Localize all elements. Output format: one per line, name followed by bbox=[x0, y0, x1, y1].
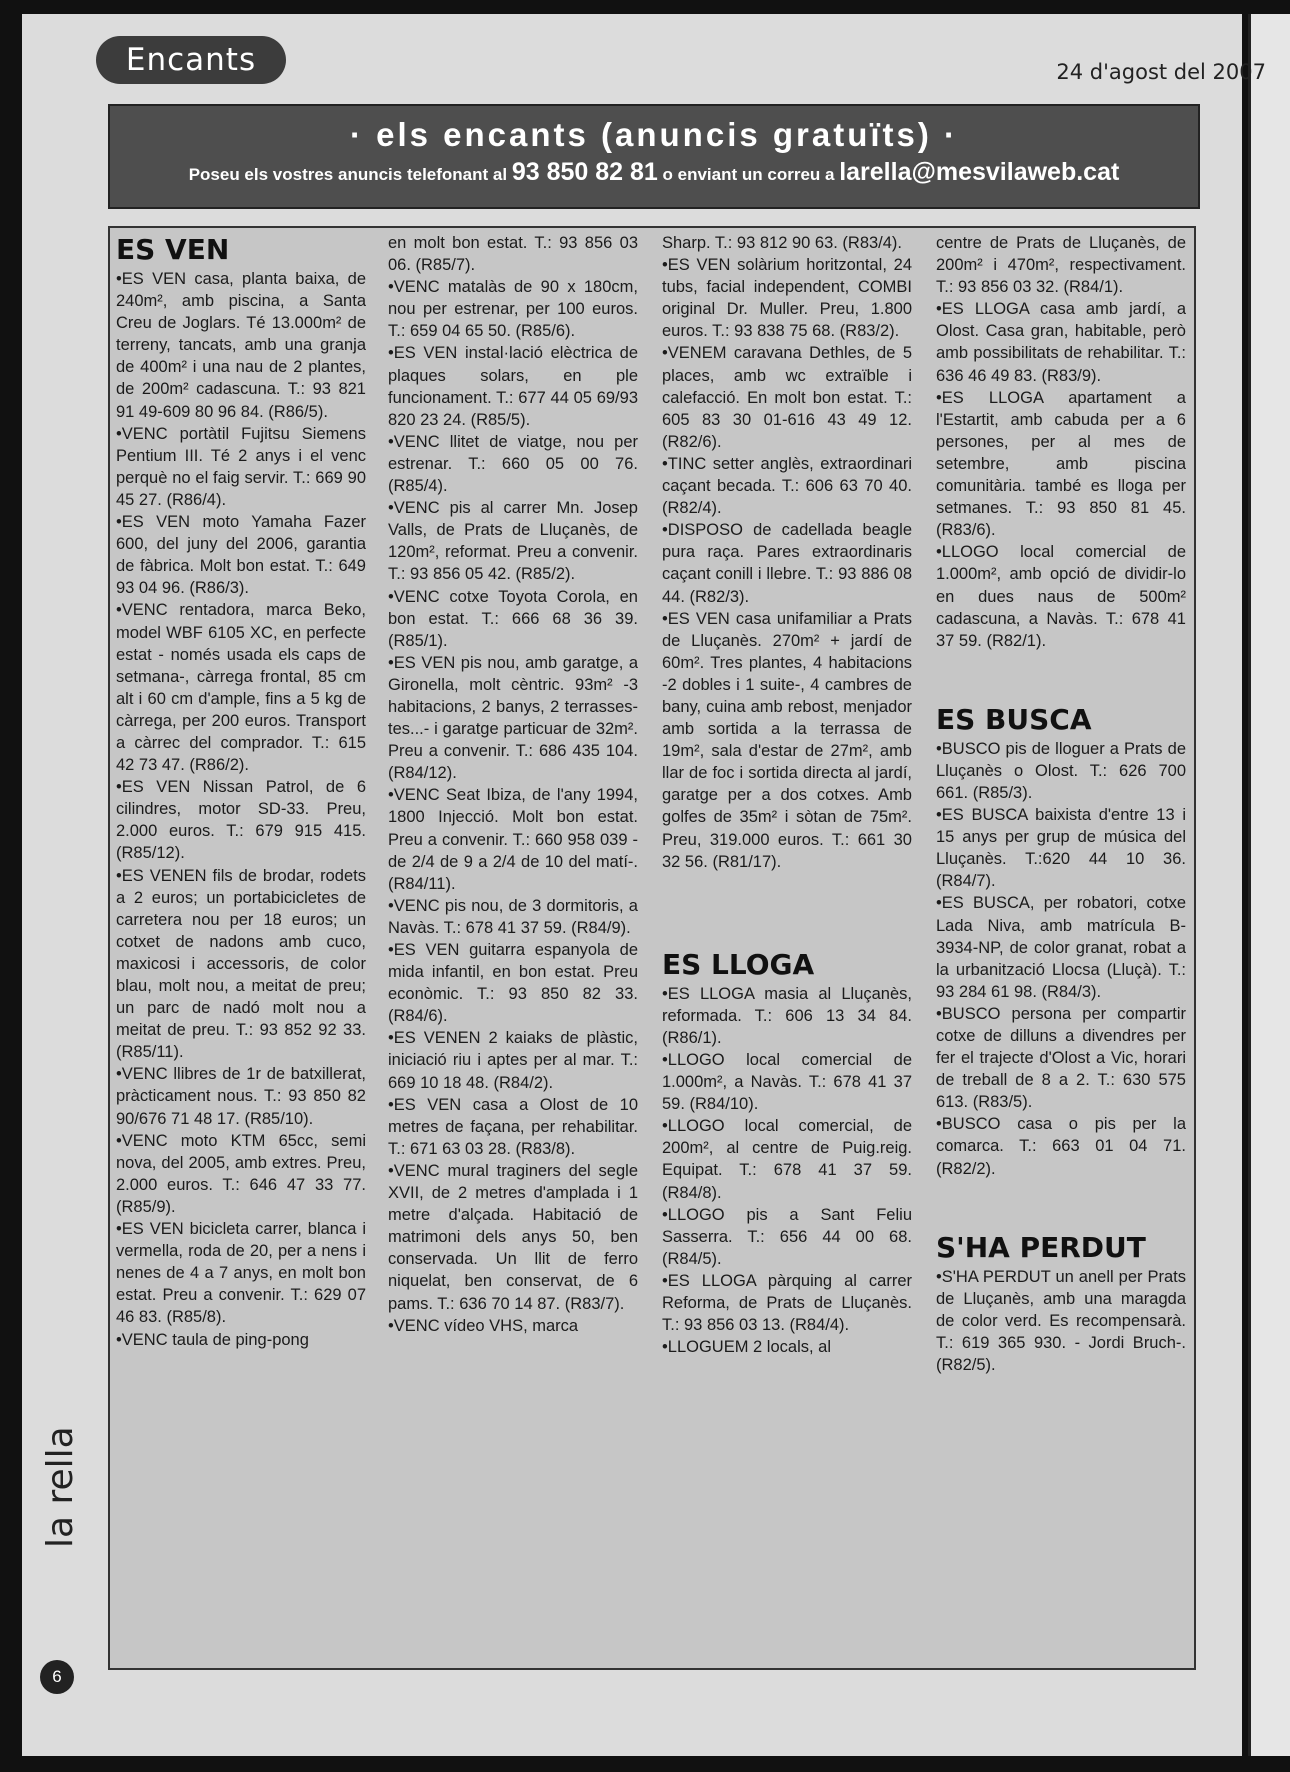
classified-ad: •BUSCO casa o pis per la comarca. T.: 663 01 04 71. (R82/2). bbox=[936, 1115, 1186, 1178]
section-heading-es-lloga: ES LLOGA bbox=[662, 947, 815, 981]
classified-ad: •ES BUSCA, per robatori, cotxe Lada Niva, amb matrícula B-3934-NP, de color granat, robat a la urbanització Llocsa (Lluçà). T.: 93 284 61 98. (R84/3). bbox=[936, 894, 1186, 1001]
classified-ad: •ES VEN pis nou, amb garatge, a Gironella, molt cèntric. 93m² -3 habitacions, 2 banys, 2 terrasses-tes...- i garatge particuar de 32m². Preu a convenir. T.: 686 435 104. (R84/12). bbox=[388, 653, 638, 783]
page-number: 6 bbox=[40, 1660, 74, 1694]
classified-ad: •ES BUSCA baixista d'entre 13 i 15 anys per grup de música del Lluçanès. T.:620 44 10 36. (R84/7). bbox=[936, 806, 1186, 891]
spacer bbox=[662, 873, 912, 947]
column-4 bbox=[936, 232, 1186, 1666]
classified-ad: •ES VENEN fils de brodar, rodets a 2 euros; un portabicicletes de carretera nou per 18 euros; un cotxet de nadons amb cuco, maxicosi i accessoris, de color blau, molt nou, a meitat de preu; un parc de nadó molt nou a meitat de preu. T.: 93 852 92 33. (R85/11). bbox=[116, 866, 366, 1062]
section-heading-es-ven: ES VEN bbox=[116, 233, 230, 266]
classified-ad: •BUSCO persona per compartir cotxe de dilluns a divendres per fer el trajecte d'Olost a Vic, horari de treball de 8 a 2. T.: 630 575 613. (R83/5). bbox=[936, 1004, 1186, 1112]
banner-middle: o enviant un correu a bbox=[662, 165, 835, 184]
classified-ad: •ES LLOGA casa amb jardí, a Olost. Casa gran, habitable, però amb possibilitats de rehabilitar. T.: 636 46 49 83. (R83/9). bbox=[936, 300, 1186, 385]
classified-ad: •LLOGO local comercial de 1.000m², a Navàs. T.: 678 41 37 59. (R84/10). bbox=[662, 1051, 912, 1114]
section-heading-es-busca: ES BUSCA bbox=[936, 702, 1092, 736]
banner-title: · els encants (anuncis gratuïts) · bbox=[349, 116, 959, 153]
ad-list-col4-busca bbox=[936, 738, 1186, 1180]
classifieds-banner bbox=[108, 104, 1200, 209]
classified-ad: •VENC matalàs de 90 x 180cm, nou per estrenar, per 100 euros. T.: 659 04 65 50. (R85/6). bbox=[388, 278, 638, 341]
classified-ad: •ES VEN solàrium horitzontal, 24 tubs, facial independent, COMBI original Dr. Muller. Preu, 1.800 euros. T.: 93 838 75 68. (R83/2). bbox=[662, 256, 912, 341]
classified-ad: •S'HA PERDUT un anell per Prats de Lluçanès, amb una maragda de color verd. Es recompensarà. T.: 619 365 930. - Jordi Bruch-.(R82/5). bbox=[936, 1267, 1186, 1375]
classified-ad: •VENEM caravana Dethles, de 5 places, amb wc extraïble i calefacció. En molt bon estat. T.: 605 83 30 01-616 43 49 12. (R82/6). bbox=[662, 344, 912, 451]
classified-ad: •DISPOSO de cadellada beagle pura raça. Pares extraordinaris caçant conill i llebre. T.: 93 886 08 44. (R82/3). bbox=[662, 521, 912, 606]
classified-ad: •VENC mural traginers del segle XVII, de 2 metres d'amplada i 1 metre d'alçada. Habitació de matrimoni dels anys 50, ben conservada. Un llit de ferro niquelat, ben conservat, de 6 pams. T.: 636 70 14 87. (R83/7). bbox=[388, 1161, 638, 1313]
magazine-name: la rella bbox=[40, 1426, 81, 1548]
section-heading-sha-perdut: S'HA PERDUT bbox=[936, 1230, 1146, 1264]
classified-ad: •VENC vídeo VHS, marca bbox=[388, 1316, 579, 1335]
issue-date: 24 d'agost del 2007 bbox=[1056, 60, 1266, 84]
classified-ad: •ES VEN casa a Olost de 10 metres de façana, per rehabilitar. T.: 671 63 03 28. (R83/8). bbox=[388, 1095, 638, 1158]
classified-ad: centre de Prats de Lluçanès, de 200m² i 470m², respectivament. T.: 93 856 03 32. (R84/1). bbox=[936, 234, 1186, 297]
classified-ad: •LLOGO local comercial de 1.000m², amb opció de dividir-lo en dues naus de 500m² cadascuna, a Navàs. T.: 678 41 37 59. (R82/1). bbox=[936, 543, 1186, 650]
ad-list-col2 bbox=[388, 232, 638, 1337]
spacer bbox=[936, 1180, 1186, 1230]
classified-ad: •VENC cotxe Toyota Corola, en bon estat. T.: 666 68 36 39. (R85/1). bbox=[388, 587, 638, 650]
classified-ad: •VENC rentadora, marca Beko, model WBF 6105 XC, en perfecte estat - només usada els caps de setmana-, càrrega frontal, 85 cm alt i 60 cm d'ample, fins a 5 kg de càrrega, per 200 euros. Transport a càrrec del comprador. T.: 615 42 73 47. (R86/2). bbox=[116, 601, 366, 775]
classified-ad: •ES VENEN 2 kaiaks de plàstic, iniciació riu i aptes per al mar. T.: 669 10 18 48. (R84/2). bbox=[388, 1029, 638, 1092]
classified-ad: •VENC moto KTM 65cc, semi nova, del 2005, amb extres. Preu, 2.000 euros. T.: 646 47 33 77. (R85/9). bbox=[116, 1131, 366, 1216]
classified-ad: •TINC setter anglès, extraordinari caçant becada. T.: 606 63 70 40. (R82/4). bbox=[662, 454, 912, 518]
column-2 bbox=[388, 232, 638, 1666]
classified-ad: •VENC llitet de viatge, nou per estrenar. T.: 660 05 00 76. (R85/4). bbox=[388, 432, 638, 496]
banner-email: larella@mesvilaweb.cat bbox=[839, 158, 1120, 186]
classified-ad: •VENC pis al carrer Mn. Josep Valls, de Prats de Lluçanès, de 120m², reformat. Preu a convenir. T.: 93 856 05 42. (R85/2). bbox=[388, 499, 638, 584]
next-page-edge bbox=[1248, 14, 1290, 1756]
ad-list-col3-top bbox=[662, 232, 912, 873]
ad-list-col4-top bbox=[936, 232, 1186, 652]
banner-prefix: Poseu els vostres anuncis telefonant al bbox=[188, 165, 508, 184]
ad-list-col1 bbox=[116, 268, 366, 1351]
classified-ad: •VENC taula de ping-pong bbox=[116, 1330, 309, 1349]
classified-ad: •VENC Seat Ibiza, de l'any 1994, 1800 Injecció. Molt bon estat. Preu a convenir. T.: 660 958 039 -de 2/4 de 9 a 2/4 de 10 del matí-. (R84/11). bbox=[388, 786, 638, 893]
ad-list-col4-perdut bbox=[936, 1266, 1186, 1376]
classified-ad: •ES VEN guitarra espanyola de mida infantil, en bon estat. Preu econòmic. T.: 93 850 82 33. (R84/6). bbox=[388, 941, 638, 1026]
classifieds-box bbox=[108, 226, 1196, 1670]
classified-ad: •ES VEN instal·lació elèctrica de plaques solars, en ple funcionament. T.: 677 44 05 69/93 820 23 24. (R85/5). bbox=[388, 344, 638, 429]
classified-ad: •ES VEN casa unifamiliar a Prats de Lluçanès. 270m² + jardí de 60m². Tres plantes, 4 habitacions -2 dobles i 1 suite-, 4 cambres de bany, cuina amb rebost, menjador amb sortida a la terrassa de 19m², sala d'estar de 27m², amb llar de foc i sortida directa al jardí, garatge per a dos cotxes. Amb golfes de 35m² i sòtan de 75m². Preu, 319.000 euros. T.: 661 30 32 56. (R81/17). bbox=[662, 609, 912, 871]
banner-phone: 93 850 82 81 bbox=[511, 158, 658, 186]
classified-ad: en molt bon estat. T.: 93 856 03 06. (R85/7). bbox=[388, 234, 638, 275]
classified-ad: •ES VEN casa, planta baixa, de 240m², amb piscina, a Santa Creu de Joglars. Té 13.000m² de terreny, tancats, amb una granja de 400m² i una nau de 2 plantes, de 200m² cadascuna. T.: 93 821 91 49-609 80 96 84. (R86/5). bbox=[116, 270, 366, 421]
classified-ad: •LLOGO pis a Sant Feliu Sasserra. T.: 656 44 00 68. (R84/5). bbox=[662, 1205, 912, 1268]
classified-ad: •ES LLOGA masia al Lluçanès, reformada. T.: 606 13 34 84. (R86/1). bbox=[662, 984, 912, 1047]
classified-ad: •LLOGO local comercial, de 200m², al centre de Puig.reig. Equipat. T.: 678 41 37 59. (R84/8). bbox=[662, 1117, 912, 1202]
classified-ad: Sharp. T.: 93 812 90 63. (R83/4). bbox=[662, 234, 903, 252]
classified-ad: •ES LLOGA pàrquing al carrer Reforma, de Prats de Lluçanès. T.: 93 856 03 13. (R84/4). bbox=[662, 1271, 912, 1335]
classified-ad: •LLOGUEM 2 locals, al bbox=[662, 1338, 832, 1357]
classified-ad: •BUSCO pis de lloguer a Prats de Lluçanès o Olost. T.: 626 700 661. (R85/3). bbox=[936, 739, 1186, 802]
classified-ad: •VENC portàtil Fujitsu Siemens Pentium III. Té 2 anys i el venc perquè no el faig servir. T.: 669 90 45 27. (R86/4). bbox=[116, 424, 366, 509]
classified-ad: •ES VEN bicicleta carrer, blanca i vermella, roda de 20, per a nens i nenes de 4 a 7 anys, en molt bon estat. Preu a convenir. T.: 629 07 46 83. (R85/8). bbox=[116, 1220, 366, 1327]
spacer bbox=[936, 652, 1186, 702]
column-1 bbox=[116, 232, 366, 1666]
classified-ad: •VENC pis nou, de 3 dormitoris, a Navàs. T.: 678 41 37 59. (R84/9). bbox=[388, 896, 638, 937]
section-tab: Encants bbox=[96, 36, 286, 84]
classified-ad: •ES VEN moto Yamaha Fazer 600, del juny del 2006, garantia de fàbrica. Molt bon estat. T.: 649 93 04 96. (R86/3). bbox=[116, 513, 366, 598]
classified-ad: •ES VEN Nissan Patrol, de 6 cilindres, motor SD-33. Preu, 2.000 euros. T.: 679 915 415. (R85/12). bbox=[116, 778, 366, 863]
ad-list-col3-lloga bbox=[662, 983, 912, 1359]
column-3 bbox=[662, 232, 912, 1666]
classified-ad: •ES LLOGA apartament a l'Estartit, amb cabuda per a 6 persones, per al mes de setembre, amb piscina comunitària. també es lloga per setmanes. T.: 93 850 81 45. (R83/6). bbox=[936, 388, 1186, 540]
classified-ad: •VENC llibres de 1r de batxillerat, pràcticament nous. T.: 93 850 82 90/676 71 48 17. (R85/10). bbox=[116, 1065, 366, 1128]
banner-contact-line bbox=[110, 158, 1198, 187]
